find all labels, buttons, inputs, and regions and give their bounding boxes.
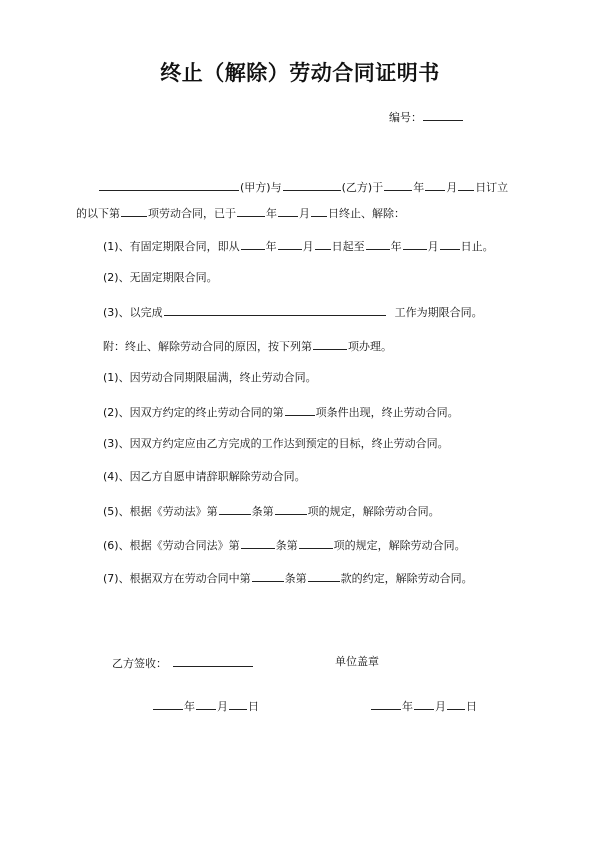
reason-3: (3)、因双方约定应由乙方完成的工作达到预定的目标，终止劳动合同。: [103, 437, 449, 450]
year-label: 年: [390, 240, 402, 253]
item-1-day-to: 日起至: [331, 240, 365, 253]
day-label: 日: [248, 700, 259, 713]
month-label: 月: [302, 240, 314, 253]
item-3-prefix: (3)、以完成: [103, 306, 163, 319]
appendix-item-blank[interactable]: [313, 338, 347, 350]
to-day-blank[interactable]: [440, 238, 460, 250]
item-3: [103, 304, 483, 320]
day-signed-label: 日订立: [475, 181, 509, 194]
unit-seal-label: 单位盖章: [335, 655, 379, 668]
contract-law-article-blank[interactable]: [241, 537, 275, 549]
appendix-line: [103, 338, 392, 354]
sign-month-blank[interactable]: [425, 179, 445, 191]
work-blank[interactable]: [164, 304, 386, 316]
party-a-label: (甲方)与: [240, 181, 282, 194]
party-b-blank[interactable]: [283, 179, 341, 191]
party-b-year-blank[interactable]: [153, 698, 183, 710]
from-month-blank[interactable]: [278, 238, 302, 250]
reason-5: [103, 503, 440, 519]
reason-7-prefix: (7)、根据双方在劳动合同中第: [103, 572, 251, 585]
month-label: 月: [427, 240, 439, 253]
unit-year-blank[interactable]: [371, 698, 401, 710]
party-b-label: (乙方)于: [341, 181, 384, 194]
reason-6-mid: 条第: [275, 539, 298, 552]
reason-7: [103, 570, 473, 586]
agreement-article-blank[interactable]: [252, 570, 284, 582]
reason-2-prefix: (2)、因双方约定的终止劳动合同的第: [103, 406, 284, 419]
party-b-date-line: [152, 698, 259, 714]
party-b-sign-blank[interactable]: [173, 655, 253, 667]
item-1-day-end: 日止。: [460, 240, 494, 253]
agreement-clause-blank[interactable]: [308, 570, 340, 582]
number-blank[interactable]: [423, 109, 463, 121]
contract-law-item-blank[interactable]: [299, 537, 333, 549]
day-terminate-label: 日终止、解除：: [328, 207, 405, 220]
party-b-month-blank[interactable]: [196, 698, 216, 710]
month-label: 月: [446, 181, 458, 194]
item-1-prefix: (1)、有固定期限合同，即从: [103, 240, 240, 253]
to-year-blank[interactable]: [366, 238, 390, 250]
unit-date-line: [370, 698, 477, 714]
labor-law-article-blank[interactable]: [219, 503, 251, 515]
intro-line-2: [76, 205, 405, 221]
from-year-blank[interactable]: [241, 238, 265, 250]
intro-prefix: 的以下第: [76, 207, 120, 220]
item-2: (2)、无固定期限合同。: [103, 271, 218, 284]
year-label: 年: [402, 700, 413, 713]
year-label: 年: [265, 240, 277, 253]
from-day-blank[interactable]: [315, 238, 331, 250]
reason-2-blank[interactable]: [285, 404, 315, 416]
to-month-blank[interactable]: [403, 238, 427, 250]
year-label: 年: [413, 181, 425, 194]
year-label: 年: [266, 207, 277, 220]
term-year-blank[interactable]: [237, 205, 265, 217]
reason-6-prefix: (6)、根据《劳动合同法》第: [103, 539, 240, 552]
sign-year-blank[interactable]: [384, 179, 412, 191]
party-b-sign-label: 乙方签收：: [112, 657, 167, 670]
month-label: 月: [435, 700, 446, 713]
reason-7-mid: 条第: [284, 572, 307, 585]
month-label: 月: [217, 700, 228, 713]
reason-5-suffix: 项的规定，解除劳动合同。: [307, 505, 440, 518]
day-label: 日: [466, 700, 477, 713]
reason-5-mid: 条第: [251, 505, 274, 518]
reason-1: (1)、因劳动合同期限届满，终止劳动合同。: [103, 371, 317, 384]
reason-6: [103, 537, 466, 553]
year-label: 年: [184, 700, 195, 713]
appendix-suffix: 项办理。: [348, 340, 392, 353]
party-b-sign-line: [112, 655, 254, 671]
month-label: 月: [299, 207, 310, 220]
term-day-blank[interactable]: [311, 205, 327, 217]
number-line: [389, 109, 464, 125]
item-3-suffix: 工作为期限合同。: [394, 306, 483, 319]
sign-day-blank[interactable]: [458, 179, 474, 191]
page-title: 终止（解除）劳动合同证明书: [160, 61, 440, 85]
number-label: 编号：: [389, 111, 422, 124]
reason-4: (4)、因乙方自愿申请辞职解除劳动合同。: [103, 470, 306, 483]
appendix-prefix: 附：终止、解除劳动合同的原因，按下列第: [103, 340, 312, 353]
reason-2-suffix: 项条件出现，终止劳动合同。: [315, 406, 459, 419]
reason-5-prefix: (5)、根据《劳动法》第: [103, 505, 218, 518]
unit-day-blank[interactable]: [447, 698, 465, 710]
party-a-blank[interactable]: [99, 179, 239, 191]
reason-7-suffix: 款的约定，解除劳动合同。: [340, 572, 473, 585]
reason-6-suffix: 项的规定，解除劳动合同。: [333, 539, 466, 552]
party-b-day-blank[interactable]: [229, 698, 247, 710]
item-1: [103, 238, 494, 254]
labor-law-item-blank[interactable]: [275, 503, 307, 515]
contract-item-label: 项劳动合同，已于: [148, 207, 236, 220]
intro-line-1: [98, 179, 508, 195]
unit-month-blank[interactable]: [414, 698, 434, 710]
term-month-blank[interactable]: [278, 205, 298, 217]
contract-item-blank[interactable]: [121, 205, 147, 217]
reason-2: [103, 404, 459, 420]
